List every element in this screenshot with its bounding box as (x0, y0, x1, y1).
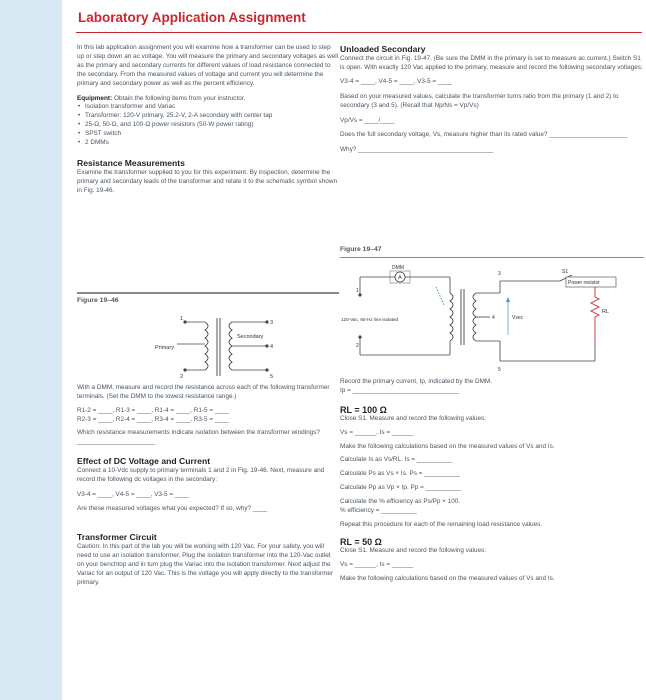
calc-efficiency: Calculate the % efficiency as Ps/Pp × 100. (340, 498, 461, 506)
resistance-text: Examine the transformer supplied to you for this experiment. By inspection, determine the primary and secondary leads of the transformer and relate it to the schematic symbol shown in Fig. 19-46. (77, 168, 338, 194)
dmm-label: DMM (392, 265, 404, 272)
rl-50-values: Vs = ______, Is = ______ (340, 560, 414, 568)
resistance-heading: Resistance Measurements (77, 157, 185, 168)
unloaded-text: Connect the circuit in Fig. 19-47. (Be sure the DMM in the primary is set to measure ac current.) Switch S1 is open. With exactly 120 Vac applied to the primary, measure and record the following secondary voltages: (340, 55, 643, 71)
equipment-item: • 25-Ω, 50-Ω, and 100-Ω power resistors (50-W power rating) (77, 121, 339, 130)
terminal-5: 5 (498, 367, 501, 374)
isolation-question: Which resistance measurements indicate isolation between the transformer windings? ______________________ (77, 428, 320, 445)
equipment-item: • Transformer: 120-V primary, 25.2-V, 2-A secondary with center tap (77, 112, 339, 121)
rl-100-values: Vs = ______, Is = ______ (340, 428, 414, 436)
equipment-item: • 2 DMMs (77, 139, 339, 148)
rl-50-heading: RL = 50 Ω (340, 536, 382, 547)
dc-row: V3-4 = ____, V4-5 = ____, V3-5 = ____ (77, 491, 190, 499)
ammeter-label: A (398, 275, 402, 282)
rl-100-text: Close S1. Measure and record the following values: (340, 414, 486, 422)
resistance-row-2: R2-3 = ____, R2-4 = ____, R3-4 = ____, R3-5 = ____ (77, 415, 230, 423)
repeat-text: Repeat this procedure for each of the remaining load resistance values. (340, 520, 543, 528)
transformer-schematic (77, 306, 339, 382)
right-column-lower (340, 378, 644, 584)
primary-current-text: Record the primary current, Ip, indicated by the DMM. (340, 378, 493, 385)
equipment-item: • SPST switch (77, 130, 339, 139)
equipment-heading: Equipment: (77, 94, 113, 102)
calc-pp: Calculate Pp as Vp × Ip. Pp = __________ (340, 484, 462, 492)
calc-intro-2: Make the following calculations based on the measured values of Vs and Is. (340, 574, 555, 582)
ratio-line: Vp/Vs = ____/____ (340, 116, 395, 124)
why-line: Why? ______________________________________ (340, 146, 494, 154)
primary-label: Primary (155, 344, 174, 351)
terminal-3: 3 (270, 319, 274, 326)
equipment-line (77, 95, 339, 104)
rl-100-heading: RL = 100 Ω (340, 404, 387, 415)
rl-50-text: Close S1. Measure and record the following values: (340, 546, 486, 554)
figure-19-47 (340, 246, 644, 385)
terminal-2: 2 (356, 343, 359, 350)
secondary-label: Secondary (237, 333, 264, 340)
dc-heading: Effect of DC Voltage and Current (77, 456, 211, 467)
rl-label: RL (602, 309, 610, 316)
unloaded-heading: Unloaded Secondary (340, 44, 426, 54)
ip-line: Ip = ______________________________ (340, 386, 460, 394)
figure-rule (77, 292, 339, 294)
calc-is: Calculate Is as Vs/RL. Is = __________ (340, 456, 453, 464)
circuit-schematic (340, 261, 640, 381)
terminal-2: 2 (180, 373, 184, 380)
turns-ratio-text: Based on your measured values, calculate the transformer turns ratio from the primary (1 and 2) to secondary (3 and 5). (Recall that Np/Ns = Vp/Vs) (340, 92, 619, 109)
unloaded-row: V3-4 = ____, V4-5 = ____, V3-5 = ____ (340, 77, 453, 85)
terminal-1: 1 (180, 315, 184, 322)
dc-text: Connect a 10-Vdc supply to primary terminals 1 and 2 in Fig. 19-46. Next, measure and record the following dc voltages in the secondary: (77, 467, 325, 484)
terminal-4: 4 (270, 343, 274, 350)
assignment-page (62, 0, 646, 700)
terminal-1: 1 (356, 288, 359, 295)
source-label: 120-Vac, 60-Hz line isolated (341, 317, 399, 323)
figure-19-46 (77, 290, 339, 386)
efficiency-line: % efficiency = __________ (340, 507, 417, 515)
intro-text: In this lab application assignment you will examine how a transformer can be used to step up or step down an ac voltage. You will measure the primary and secondary voltages as well as the primary and secondary currents for different values of load resistance connected to the secondary. From the measured values of voltage and current you will determine the primary and secondary power as well as the percent efficiency. (77, 44, 339, 87)
resistance-after: With a DMM, measure and record the resistance across each of the following transformer terminals. (Set the DMM to the lowest resistance range.) (77, 384, 330, 400)
right-column (340, 44, 644, 155)
resistance-row-1: R1-2 = ____, R1-3 = ____, R1-4 = ____, R1-5 = ____ (77, 406, 230, 414)
switch-label: S1 (562, 269, 569, 276)
equipment-text: Obtain the following items from your instructor. (113, 94, 246, 102)
terminal-4: 4 (492, 315, 495, 322)
calc-ps: Calculate Ps as Vs × Is. Ps = __________ (340, 470, 460, 478)
dc-question: Are these measured voltages what you expected? If so, why? ____ (77, 505, 268, 513)
left-column-lower (77, 384, 339, 588)
figure-rule (340, 257, 644, 259)
vsec-label: Vsec (512, 315, 524, 322)
title-rule (76, 32, 642, 33)
power-resistor-label: Power resistor (568, 280, 600, 287)
equipment-item: • Isolation transformer and Variac (77, 103, 339, 112)
figure-caption: Figure 19–47 (340, 246, 382, 253)
circuit-heading: Transformer Circuit (77, 532, 157, 543)
circuit-text: Caution: In this part of the lab you will be working with 120 Vac. For your safety, you will need to use an isolation transformer. Plug the isolation transformer into the 120-Vac outlet on your benchtop and in turn plug the Variac into the isolation transformer. Next adjust the Variac for an output of 120 Vac. This is the voltage you will apply directly to the transformer primary. (77, 543, 334, 586)
left-column (77, 44, 339, 196)
page-title: Laboratory Application Assignment (78, 10, 306, 25)
terminal-5: 5 (270, 373, 274, 380)
calc-intro-1: Make the following calculations based on the measured values of Vs and Is. (340, 442, 555, 450)
figure-caption: Figure 19–46 (77, 297, 119, 304)
terminal-3: 3 (498, 271, 501, 278)
rated-value-question: Does the full secondary voltage, Vs, measure higher than its rated value? ______________________ (340, 131, 628, 139)
